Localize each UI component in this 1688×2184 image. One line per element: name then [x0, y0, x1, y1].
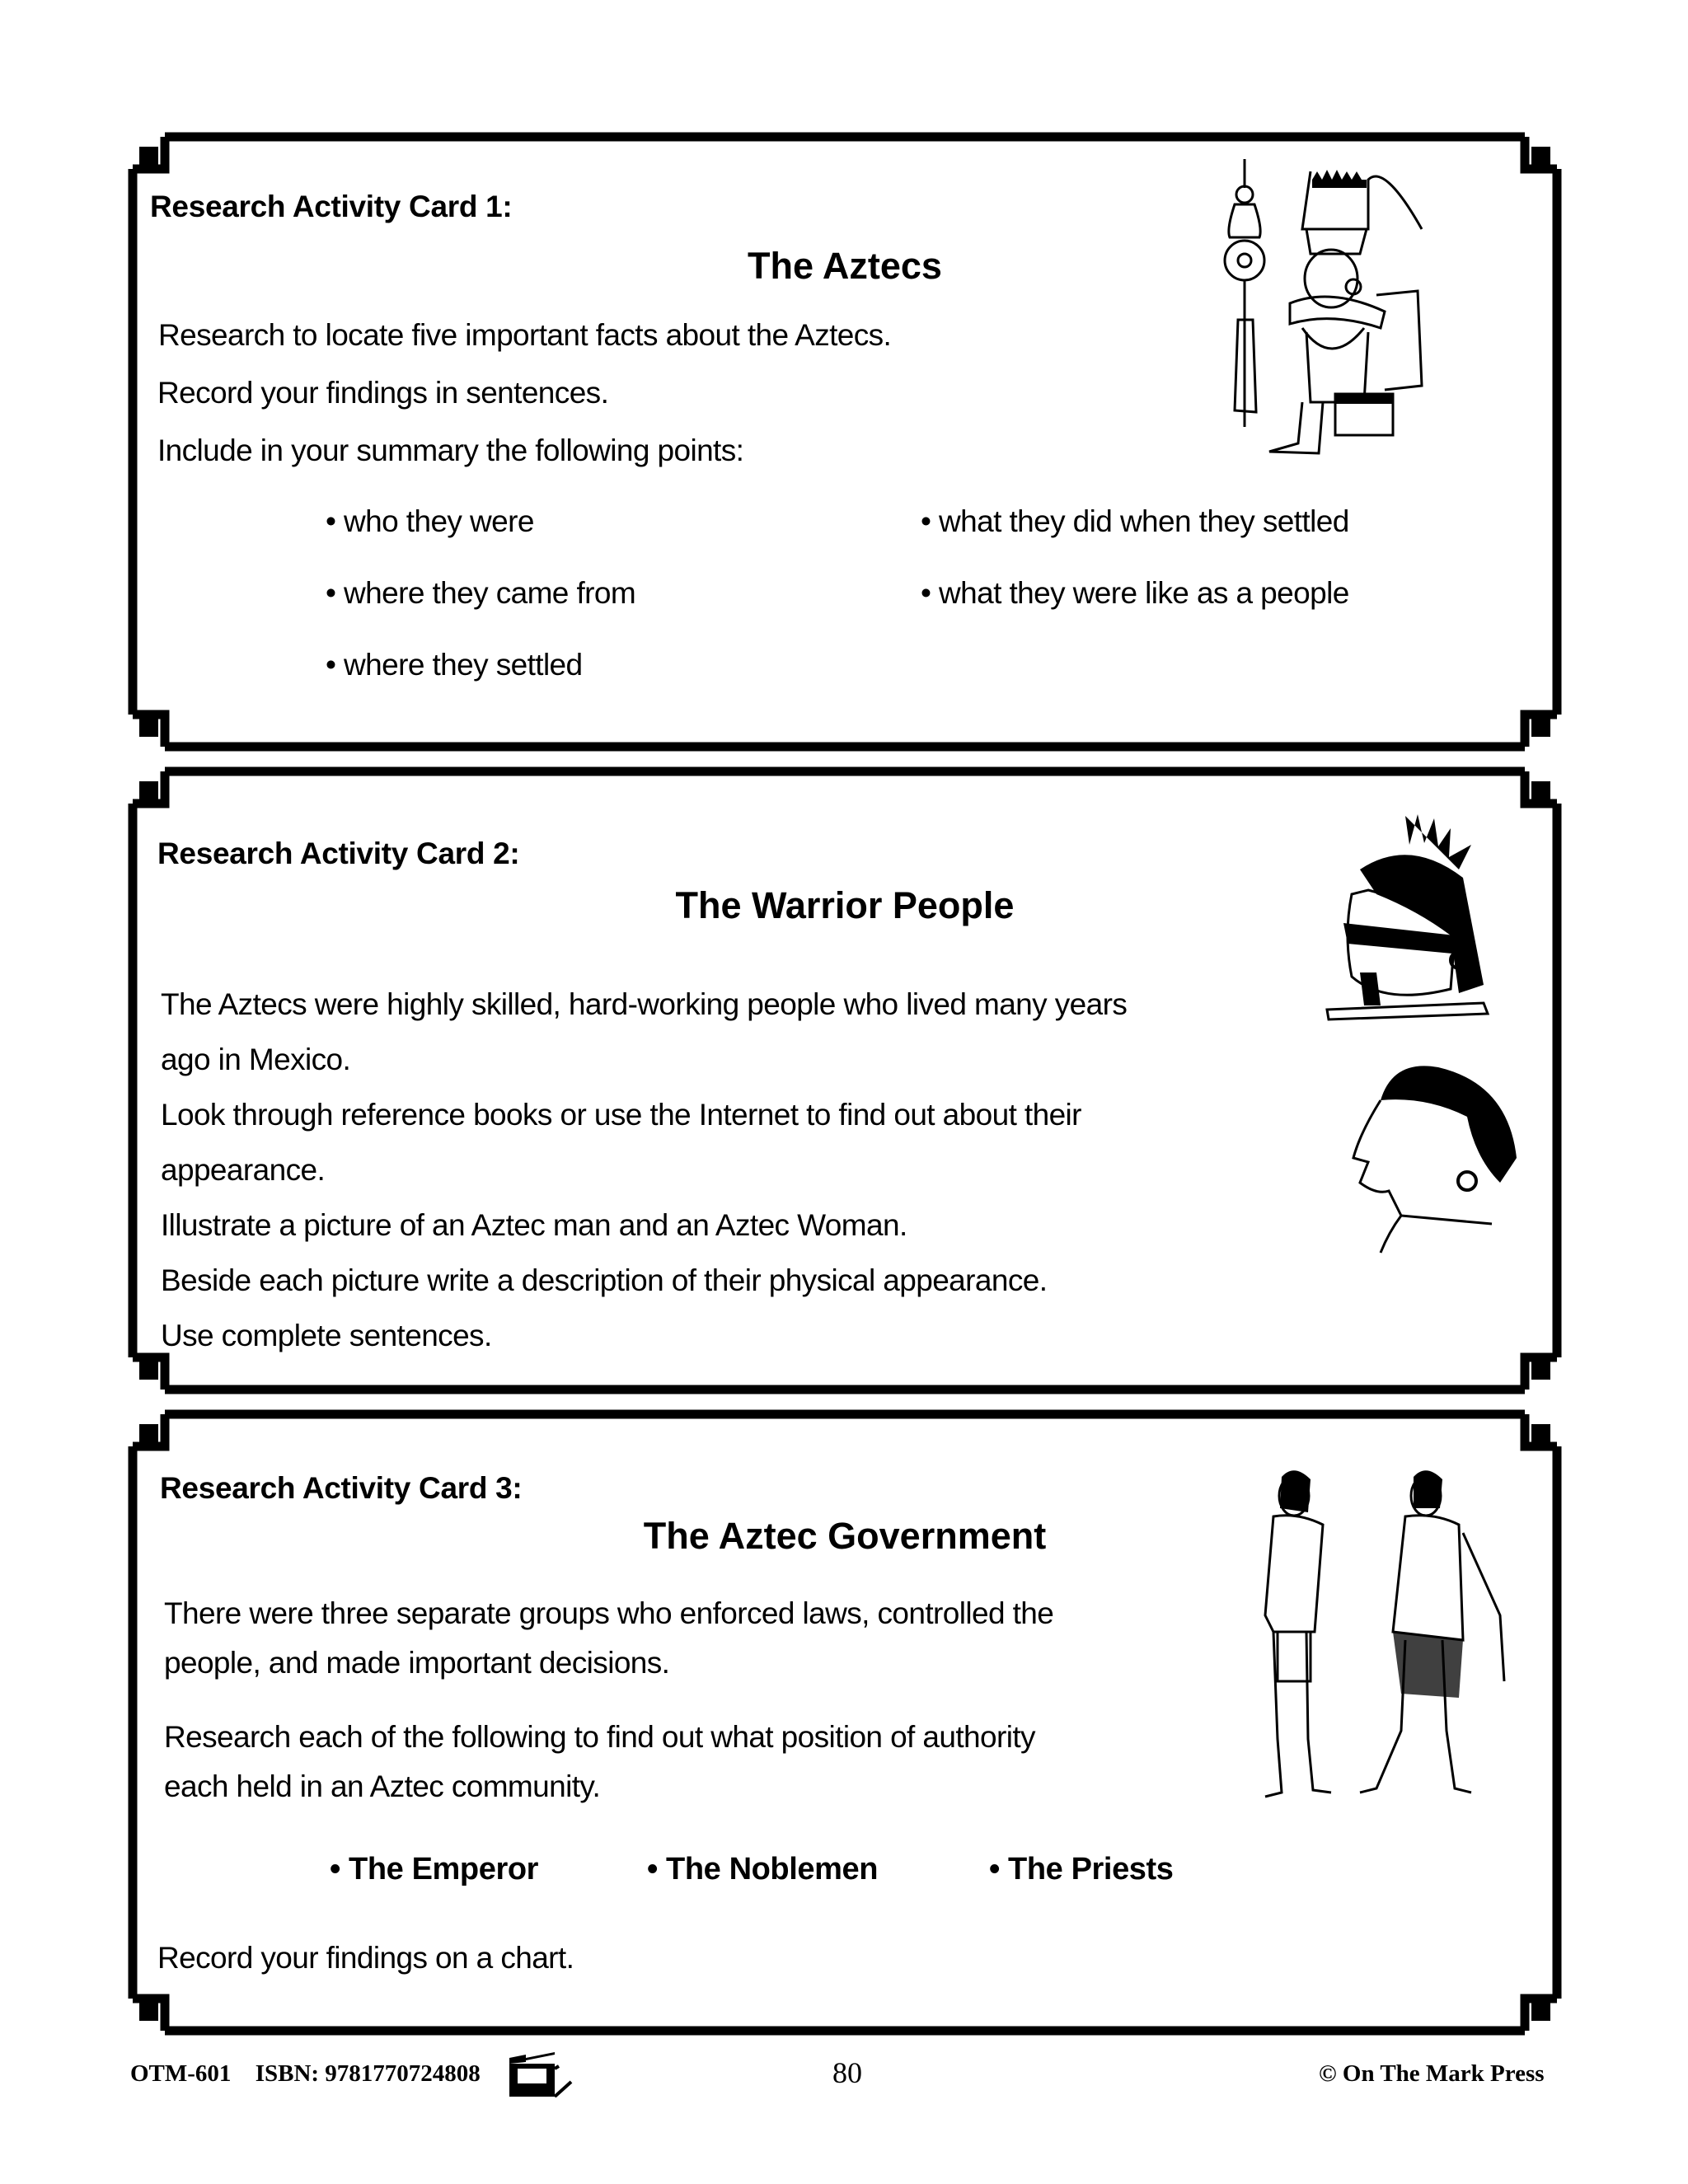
card-line: people, and made important decisions. [164, 1646, 670, 1680]
footer-left [130, 2060, 499, 2088]
bullet-item: • The Noblemen [647, 1852, 879, 1886]
page-number: 80 [832, 2056, 862, 2089]
aztec-woman-head-illustration [1343, 1059, 1525, 1257]
bullet-item: • who they were [326, 504, 534, 538]
card-line: Beside each picture write a description of their physical appearance. [161, 1263, 1048, 1297]
card-line: Research to locate five important facts about the Aztecs. [158, 318, 892, 352]
bullet-item: • The Emperor [330, 1852, 539, 1886]
card-label: Research Activity Card 3: [160, 1471, 523, 1505]
aztec-emperor-seated-illustration [1220, 155, 1434, 468]
copyright: © On The Mark Press [1319, 2060, 1545, 2087]
bullet-item: • what they were like as a people [921, 576, 1349, 610]
card-line: Research each of the following to find out what position of authority [164, 1720, 1035, 1754]
card-title: The Warrior People [675, 884, 1015, 926]
card-line: Look through reference books or use the Internet to find out about their [161, 1098, 1081, 1132]
card-line: appearance. [161, 1153, 326, 1187]
two-aztec-men-standing-illustration [1216, 1467, 1529, 1805]
bullet-item: • The Priests [989, 1852, 1174, 1886]
research-card-2 [128, 766, 1562, 1394]
card-title: The Aztecs [748, 245, 942, 287]
research-card-3 [128, 1409, 1562, 2036]
aztec-warrior-head-illustration [1319, 812, 1508, 1026]
bullet-item: • what they did when they settled [921, 504, 1349, 538]
isbn: ISBN: 9781770724808 [255, 2060, 481, 2087]
research-card-1 [128, 132, 1562, 752]
card-title: The Aztec Government [643, 1515, 1047, 1557]
card-line: ago in Mexico. [161, 1043, 351, 1076]
bullet-item: • where they settled [326, 648, 583, 682]
card-line: Illustrate a picture of an Aztec man and an Aztec Woman. [161, 1208, 907, 1242]
card-line: There were three separate groups who enforced laws, controlled the [164, 1596, 1054, 1630]
card-line: Record your findings in sentences. [157, 376, 609, 410]
card-line: Use complete sentences. [161, 1319, 492, 1352]
bullet-item: • where they came from [326, 576, 636, 610]
card-line: Include in your summary the following points: [157, 434, 744, 467]
photocopier-icon [509, 2052, 604, 2097]
card-line: The Aztecs were highly skilled, hard-working people who lived many years [161, 987, 1128, 1021]
card-line: each held in an Aztec community. [164, 1769, 601, 1803]
product-code: OTM-601 [130, 2060, 232, 2087]
card-label: Research Activity Card 1: [150, 190, 513, 223]
card-label: Research Activity Card 2: [157, 837, 520, 870]
card-closing-line: Record your findings on a chart. [157, 1941, 574, 1975]
